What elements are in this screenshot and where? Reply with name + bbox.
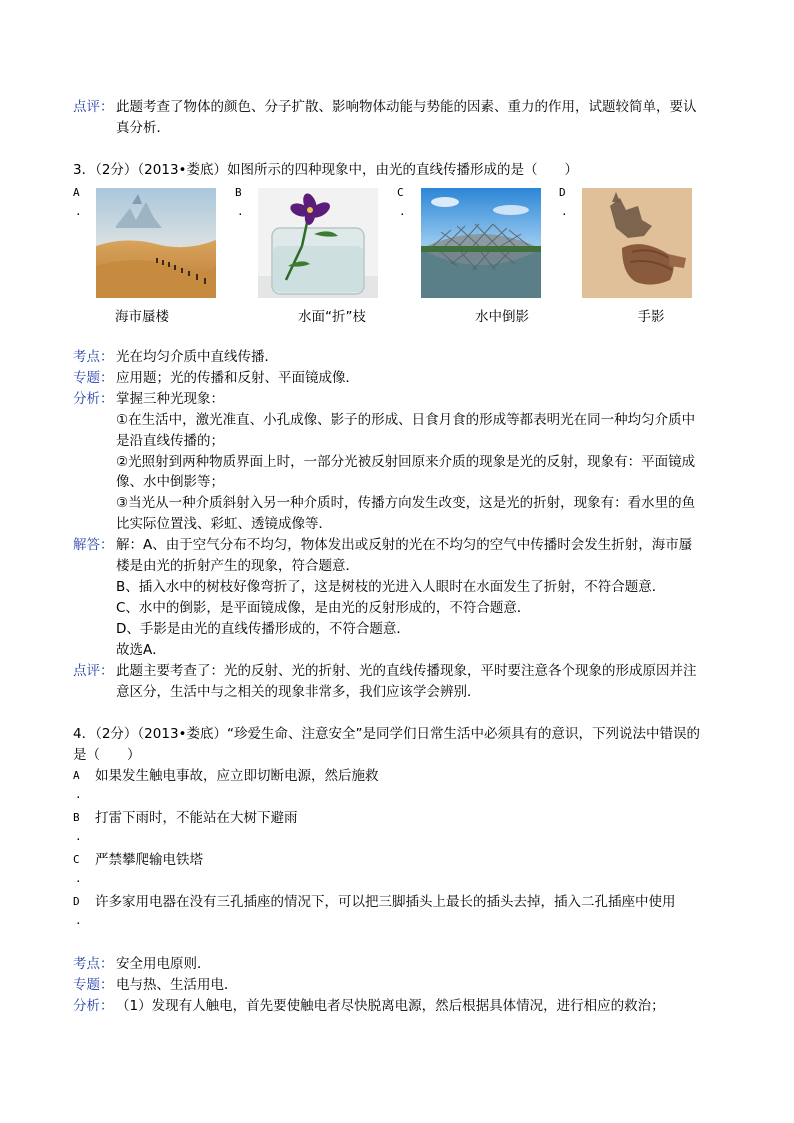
q3-option-d-letter: D [559, 186, 566, 199]
q4-zhuanti: 电与热、生活用电． [116, 977, 238, 993]
q4-option-b-dot: . [75, 830, 82, 843]
q3-fenxi-line: 像、水中倒影等； [116, 474, 224, 490]
q4-option-c-dot: . [75, 872, 82, 885]
q4-kaodian: 安全用电原则． [116, 956, 211, 972]
q3-option-c-letter: C [397, 186, 404, 199]
q4-option-c-text: 严禁攀爬输电铁塔 [95, 852, 203, 868]
q3-jieda-label: 解答： [73, 537, 114, 553]
q4-stem-line2: 是（ ） [73, 747, 141, 763]
q4-option-b-letter: B [73, 811, 80, 824]
q4-option-a-text: 如果发生触电事故，应立即切断电源，然后施救 [95, 768, 379, 784]
prev-dianping-line1: 此题考查了物体的颜色、分子扩散、影响物体动能与势能的因素、重力的作用，试题较简单，要认 [116, 99, 697, 115]
q3-fenxi-line: 掌握三种光现象： [116, 391, 224, 407]
reflection-image [421, 188, 541, 298]
q3-jieda-line: 故选A． [116, 642, 166, 658]
q3-option-a-dot: . [75, 205, 82, 218]
q4-option-d-dot: . [75, 914, 82, 927]
q3-fenxi-line: 比实际位置浅、彩虹、透镜成像等． [116, 516, 332, 532]
q4-kaodian-label: 考点： [73, 956, 114, 972]
q3-jieda-line: 楼是由光的折射产生的现象，符合题意． [116, 558, 359, 574]
hand-shadow-image [582, 188, 692, 298]
q4-fenxi-label: 分析： [73, 998, 114, 1014]
bent-branch-image [258, 188, 378, 298]
q3-stem: 3．（2分）（2013•娄底）如图所示的四种现象中，由光的直线传播形成的是（ ） [73, 162, 578, 178]
q3-option-b-dot: . [237, 205, 244, 218]
q3-dianping-line: 此题主要考查了：光的反射、光的折射、光的直线传播现象，平时要注意各个现象的形成原因并注 [116, 663, 697, 679]
q4-fenxi: （1）发现有人触电，首先要使触电者尽快脱离电源，然后根据具体情况，进行相应的救治； [116, 998, 665, 1014]
q3-option-b-letter: B [235, 186, 242, 199]
q3-option-c-caption: 水中倒影 [475, 309, 529, 325]
q3-kaodian-label: 考点： [73, 349, 114, 365]
q3-jieda-line: D、手影是由光的直线传播形成的，不符合题意． [116, 621, 410, 637]
q4-zhuanti-label: 专题： [73, 977, 114, 993]
q3-option-c-dot: . [399, 205, 406, 218]
q3-fenxi-line: ②光照射到两种物质界面上时，一部分光被反射回原来介质的现象是光的反射，现象有：平面镜成 [116, 454, 696, 470]
mirage-image [96, 188, 216, 298]
q3-dianping-line: 意区分，生活中与之相关的现象非常多，我们应该学会辨别． [116, 684, 481, 700]
q4-stem-line1: 4．（2分）（2013•娄底）“珍爱生命、注意安全”是同学们日常生活中必须具有的意识，下列说法中错误的 [73, 726, 700, 742]
q3-zhuanti: 应用题；光的传播和反射、平面镜成像． [116, 370, 359, 386]
q4-option-a-letter: A [73, 769, 80, 782]
q4-option-c-letter: C [73, 853, 80, 866]
q3-zhuanti-label: 专题： [73, 370, 114, 386]
q3-fenxi-line: ③当光从一种介质斜射入另一种介质时，传播方向发生改变，这是光的折射，现象有：看水里的鱼 [116, 495, 696, 511]
q3-dianping-label: 点评： [73, 663, 114, 679]
prev-dianping-label: 点评： [73, 99, 114, 115]
q3-fenxi-line: ①在生活中，激光准直、小孔成像、影子的形成、日食月食的形成等都表明光在同一种均匀介质中 [116, 412, 696, 428]
q4-option-d-letter: D [73, 895, 80, 908]
q3-option-a-letter: A [73, 186, 80, 199]
q3-fenxi-line: 是沿直线传播的； [116, 433, 224, 449]
q3-fenxi-label: 分析： [73, 391, 114, 407]
q3-jieda-line: C、水中的倒影，是平面镜成像，是由光的反射形成的，不符合题意． [116, 600, 531, 616]
q3-option-d-caption: 手影 [637, 309, 665, 325]
q4-option-a-dot: . [75, 788, 82, 801]
q3-jieda-line: 解：A、由于空气分布不均匀，物体发出或反射的光在不均匀的空气中传播时会发生折射，海市蜃 [116, 537, 693, 553]
q3-option-d-dot: . [561, 205, 568, 218]
q3-option-a-caption: 海市蜃楼 [115, 309, 169, 325]
prev-dianping-line2: 真分析． [116, 120, 170, 136]
q4-option-d-text: 许多家用电器在没有三孔插座的情况下，可以把三脚插头上最长的插头去掉，插入二孔插座中使用 [95, 894, 676, 910]
q3-option-b-caption: 水面“折”枝 [298, 309, 366, 325]
q3-jieda-line: B、插入水中的树枝好像弯折了，这是树枝的光进入人眼时在水面发生了折射，不符合题意． [116, 579, 666, 595]
q4-option-b-text: 打雷下雨时，不能站在大树下避雨 [95, 810, 298, 826]
q3-kaodian: 光在均匀介质中直线传播． [116, 349, 278, 365]
